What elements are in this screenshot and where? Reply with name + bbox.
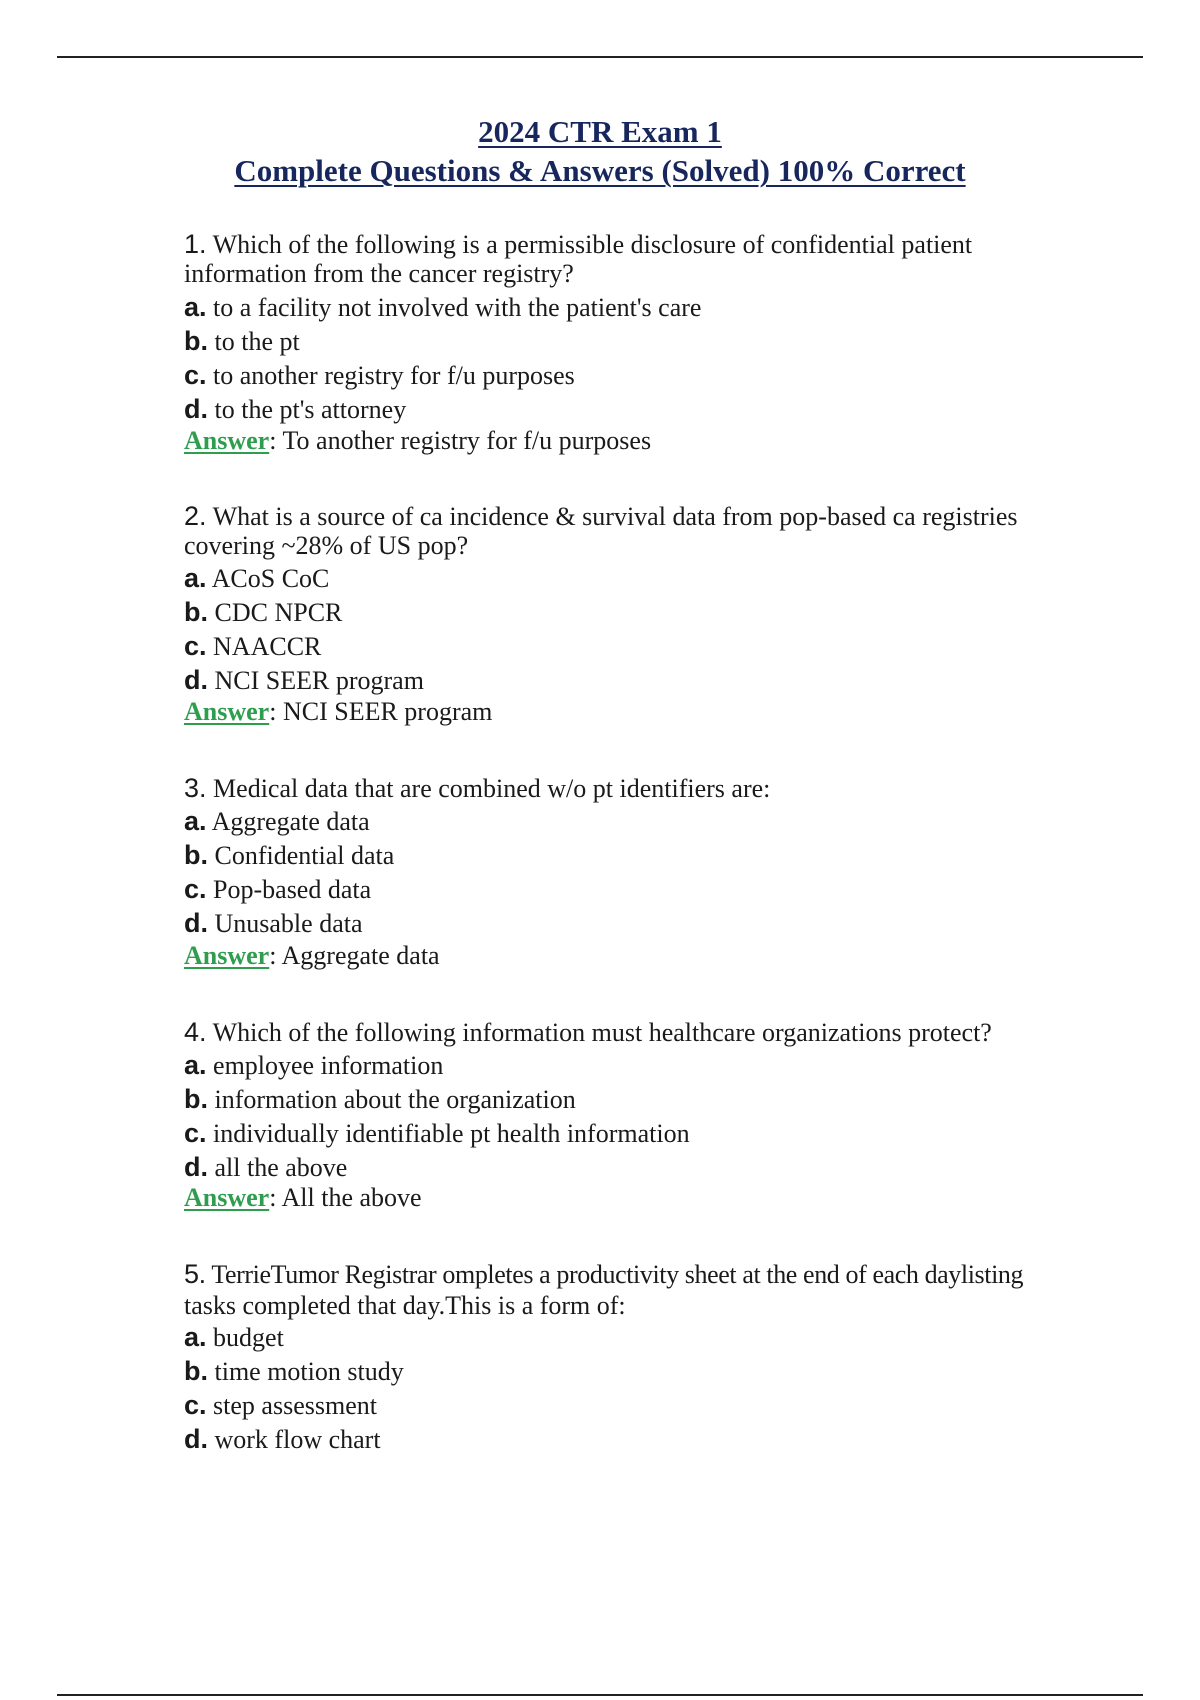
option-d: d. NCI SEER program [184,665,424,695]
answer-label: Answer [184,697,270,726]
option-c: c. step assessment [184,1390,377,1420]
question-text: 3. Medical data that are combined w/o pt identifiers are: [184,773,771,803]
answer-line: Answer: NCI SEER program [184,697,493,726]
option-d: d. all the above [184,1152,348,1182]
answer-label: Answer [184,426,270,455]
option-a: a. budget [184,1322,284,1352]
answer-label: Answer [184,1183,270,1212]
answer-line: Answer: To another registry for f/u purposes [184,426,652,455]
option-a: a. ACoS CoC [184,563,330,593]
option-b: b. Confidential data [184,840,395,870]
answer-line: Answer: Aggregate data [184,941,440,970]
option-b: b. CDC NPCR [184,597,343,627]
question-text: 4. Which of the following information must healthcare organizations protect? [184,1017,992,1047]
option-c: c. individually identifiable pt health information [184,1118,690,1148]
option-a: a. to a facility not involved with the patient's care [184,292,702,322]
question-text-cont: information from the cancer registry? [184,259,574,288]
answer-text: All the above [281,1183,422,1212]
option-a: a. Aggregate data [184,806,370,836]
document-title: 2024 CTR Exam 1 [478,114,722,149]
answer-line: Answer: All the above [184,1183,422,1212]
top-rule [57,56,1143,58]
answer-text: Aggregate data [281,941,440,970]
question-text-cont: tasks completed that day.This is a form of: [184,1291,626,1320]
answer-text: NCI SEER program [282,697,493,726]
option-a: a. employee information [184,1050,444,1080]
option-d: d. Unusable data [184,908,363,938]
option-b: b. information about the organization [184,1084,576,1114]
bottom-rule [57,1694,1143,1696]
option-c: c. NAACCR [184,631,322,661]
question-text: 2. What is a source of ca incidence & survival data from pop-based ca registries [184,501,1018,531]
option-c: c. Pop-based data [184,874,372,904]
option-b: b. time motion study [184,1356,404,1386]
option-d: d. work flow chart [184,1424,381,1454]
option-d: d. to the pt's attorney [184,394,407,424]
answer-text: To another registry for f/u purposes [282,426,652,455]
option-b: b. to the pt [184,326,300,356]
answer-label: Answer [184,941,270,970]
option-c: c. to another registry for f/u purposes [184,360,575,390]
question-text: 5. TerrieTumor Registrar ompletes a productivity sheet at the end of each daylisting [184,1259,1024,1289]
question-text-cont: covering ~28% of US pop? [184,531,469,560]
question-text: 1. Which of the following is a permissible disclosure of confidential patient [184,229,973,259]
document-subtitle: Complete Questions & Answers (Solved) 100% Correct [234,153,966,188]
